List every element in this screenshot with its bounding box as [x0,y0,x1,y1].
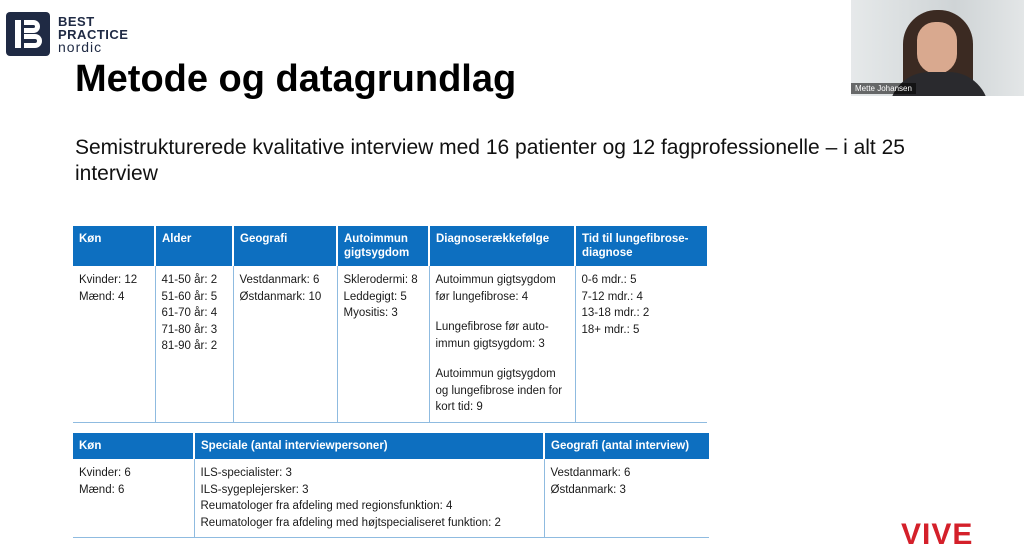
header-geografi: Geografi [233,226,337,266]
best-practice-nordic-logo [6,12,128,56]
cell-tid [575,266,707,422]
table-cell-line: Vestdanmark: 6 [239,274,320,286]
table-cell-line: 0-6 mdr.: 5 [581,274,637,286]
header-geografi: Geografi (antal interview) [544,433,709,459]
table-cell-line: Autoimmun gigtsygdom og lungefibrose inden for kort tid: 9 [435,368,563,413]
cell-diagnose [429,266,575,422]
participant-name-label: Mette Johansen [851,83,916,94]
logo-mark-icon [6,12,50,56]
participant-video-tile[interactable] [851,0,1024,96]
header-tid: Tid til lungefibrose-diagnose [575,226,707,266]
table-cell-line: 81-90 år: 2 [161,340,218,352]
table-cell-line: 18+ mdr.: 5 [581,323,640,336]
table-cell-line: ILS-specialister: 3 [200,467,292,479]
table-cell-line: 71-80 år: 3 [161,323,218,336]
cell-alder [155,266,233,422]
table-cell-line: Mænd: 4 [79,290,125,303]
table-cell-line: Leddegigt: 5 [343,290,407,303]
table-cell-line: Myositis: 3 [343,307,398,319]
logo-line3: nordic [58,38,103,55]
table-cell-line: Reumatologer fra afdeling med højtspecialiseret funktion: 2 [200,516,501,529]
table-cell-line: ILS-sygeplejersker: 3 [200,483,309,496]
table-cell-line: Lungefibrose før auto-immun gigtsygdom: 3 [435,321,549,350]
table-cell-line: Kvinder: 12 [79,274,138,286]
cell-speciale [194,459,544,538]
table-cell-line: 13-18 mdr.: 2 [581,307,650,319]
table-cell-line: 61-70 år: 4 [161,307,218,319]
slide-title: Metode og datagrundlag [75,58,517,100]
header-diagnose: Diagnoserækkefølge [429,226,575,266]
table-cell-line: Østdanmark: 3 [550,483,626,496]
cell-geografi [544,459,709,538]
table-cell-line: Sklerodermi: 8 [343,274,418,286]
header-alder: Alder [155,226,233,266]
table-cell-line: Vestdanmark: 6 [550,467,631,479]
patient-demographics-table [73,226,707,423]
table-cell-line: Kvinder: 6 [79,467,131,479]
cell-kon [73,266,155,422]
table-cell-line: 7-12 mdr.: 4 [581,290,643,303]
slide-subtitle: Semistrukturerede kvalitative interview med 16 patienter og 12 fagprofessionelle – i alt 25 interview [75,136,905,185]
logo-line2: PRACTICE [58,26,129,42]
table-cell-line: Autoimmun gigtsygdom før lungefibrose: 4 [435,274,556,303]
logo-line1: BEST [58,13,95,29]
header-kon: Køn [73,226,155,266]
header-autoimmun: Autoimmun gigtsygdom [337,226,429,266]
cell-kon [73,459,194,538]
table-cell-line: Mænd: 6 [79,483,125,496]
cell-geografi [233,266,337,422]
table-cell-line: 41-50 år: 2 [161,274,218,286]
header-kon: Køn [73,433,194,459]
header-speciale: Speciale (antal interviewpersoner) [194,433,544,459]
table-cell-line: 51-60 år: 5 [161,290,218,303]
table-cell-line: Østdanmark: 10 [239,290,322,303]
table-cell-line: Reumatologer fra afdeling med regionsfunktion: 4 [200,500,453,512]
vive-logo: VIVE [901,518,974,551]
cell-autoimmun [337,266,429,422]
professionals-table [73,433,709,538]
